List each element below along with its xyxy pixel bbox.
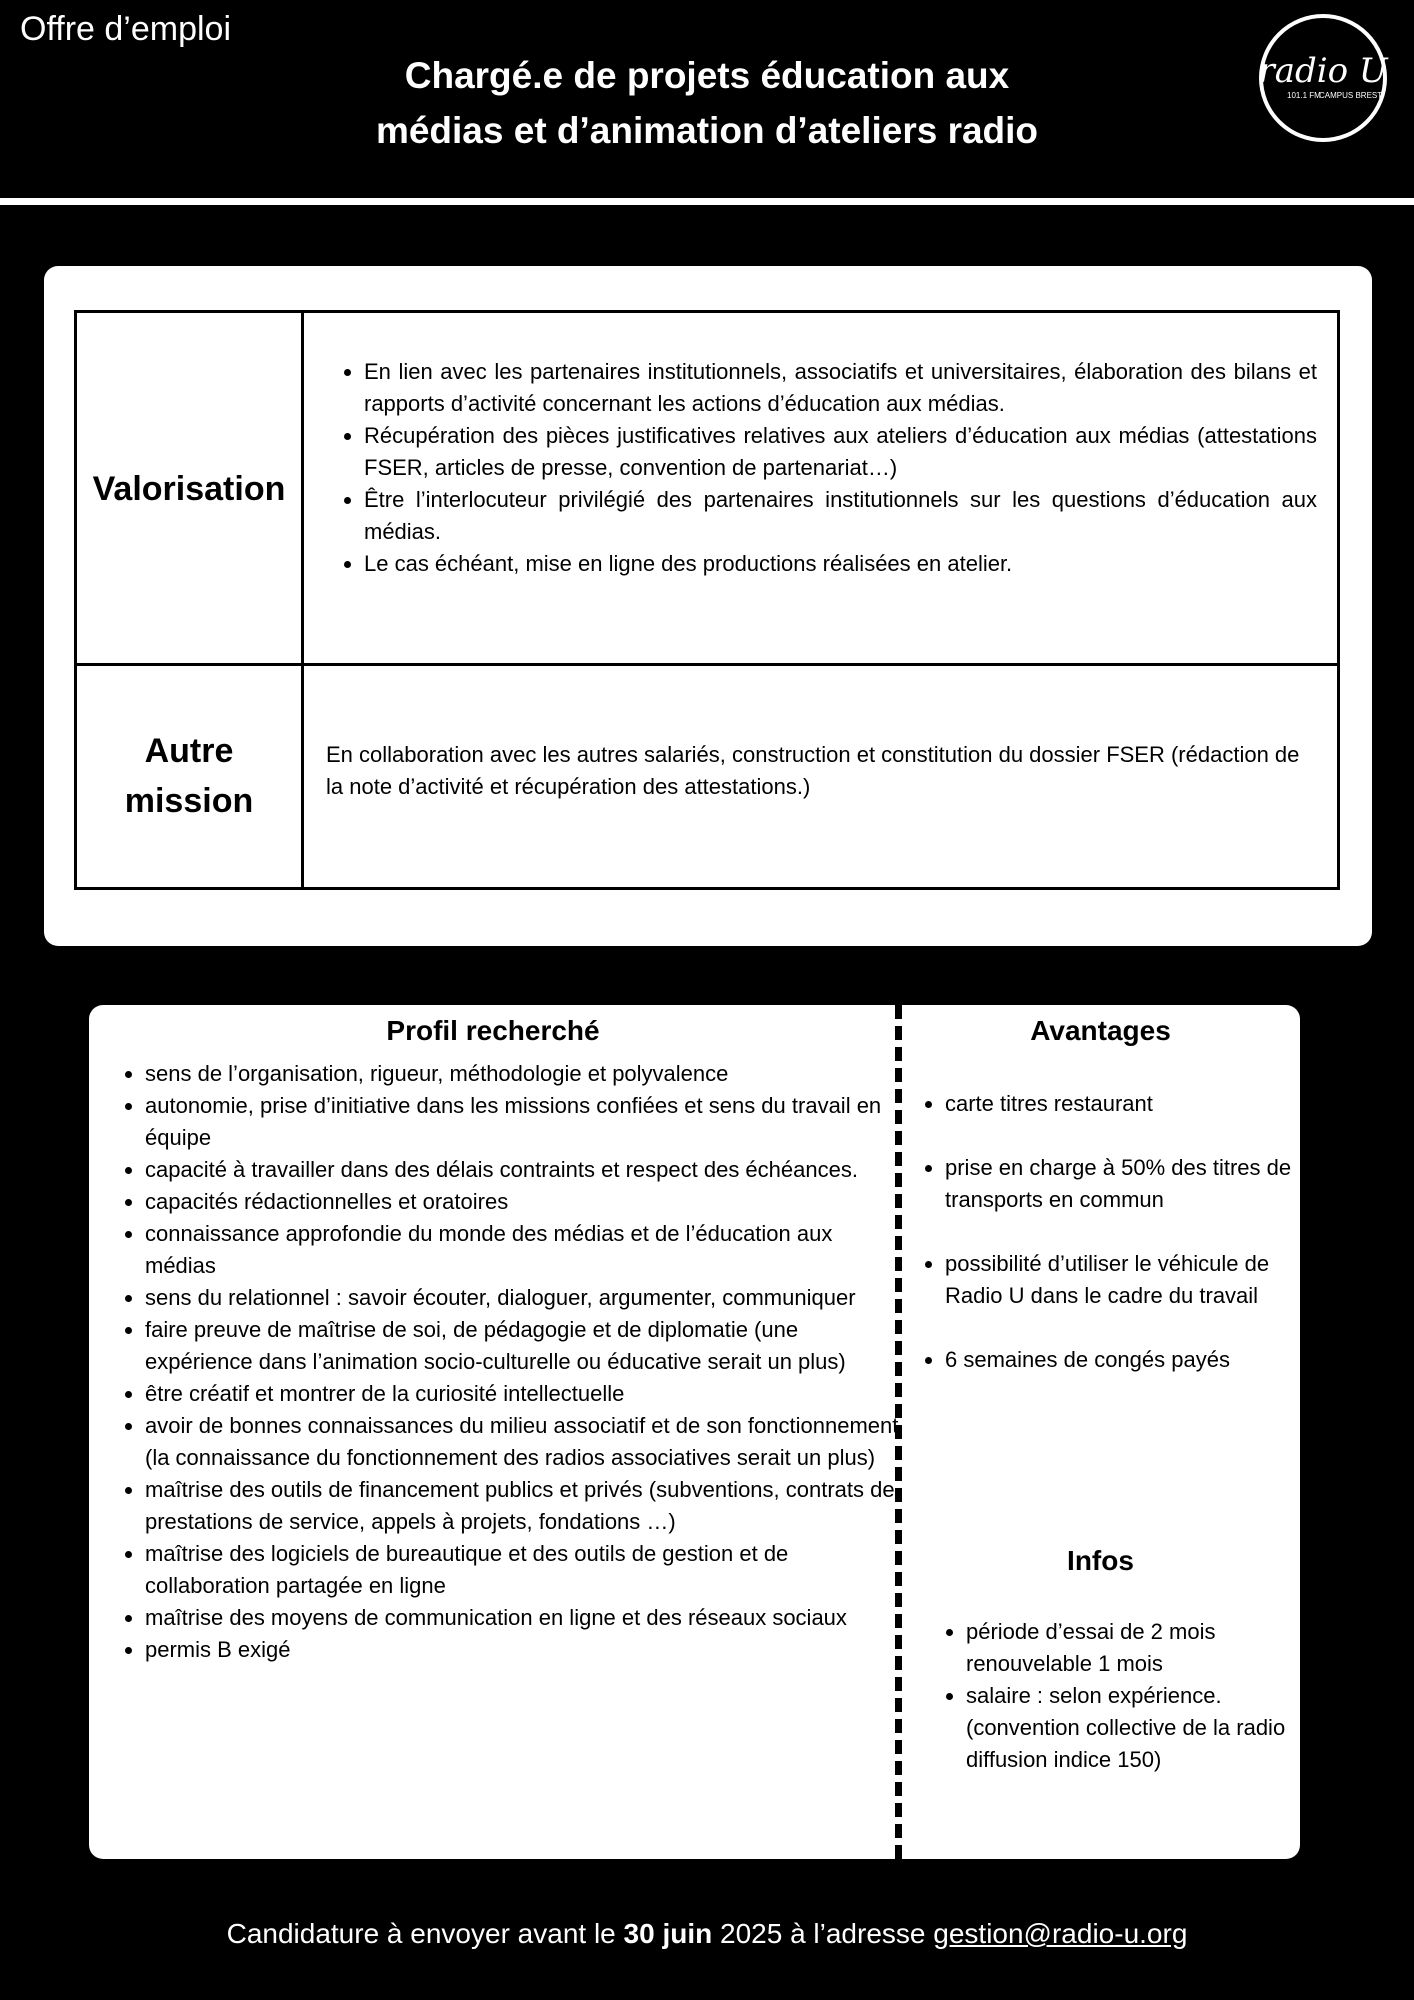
list-item: • connaissance approfondie du monde des médias et de l’éducation aux médias [145, 1218, 905, 1282]
job-title [300, 48, 1114, 158]
mission-cell-valorisation [304, 313, 1337, 664]
list-item: • maîtrise des moyens de communication en ligne et des réseaux sociaux [145, 1602, 905, 1634]
mission-heading-autre [77, 664, 304, 887]
list-item: • capacité à travailler dans des délais contraints et respect des échéances. [145, 1154, 905, 1186]
job-title-line1: Chargé.e de projets éducation aux [404, 55, 1010, 96]
list-item: • autonomie, prise d’initiative dans les missions confiées et sens du travail en équipe [145, 1090, 905, 1154]
svg-text:101.1 FM: 101.1 FM [1287, 91, 1321, 100]
list-item: • être créatif et montrer de la curiosité intellectuelle [145, 1378, 905, 1410]
profile-card [89, 1005, 1300, 1859]
svg-text:radio U: radio U [1258, 51, 1388, 91]
valorisation-list [324, 356, 1317, 580]
mission-heading-autre-line1: Autre [144, 731, 234, 770]
mission-heading-valorisation: Valorisation [77, 313, 304, 664]
list-item: • avoir de bonnes connaissances du milieu associatif et de son fonctionnement (la connaissance du fonctionnement des radios associatives serait un plus) [145, 1410, 905, 1474]
footer-text-middle: 2025 à l’adresse [712, 1918, 934, 1949]
list-item: • capacités rédactionnelles et oratoires [145, 1186, 905, 1218]
list-item: • 6 semaines de congés payés [945, 1344, 1315, 1376]
list-item: • permis B exigé [145, 1634, 905, 1666]
list-item: • possibilité d’utiliser le véhicule de Radio U dans le cadre du travail [945, 1248, 1315, 1312]
mission-cell-autre: En collaboration avec les autres salariés, construction et constitution du dossier FSER (rédaction de la note d’activité et récupération des attestations.) [326, 742, 1300, 799]
list-item: • Récupération des pièces justificatives relatives aux ateliers d’éducation aux médias (attestations FSER, articles de presse, convention de partenariat…) [364, 420, 1317, 484]
list-item: • Être l’interlocuteur privilégié des partenaires institutionnels sur les questions d’éducation aux médias. [364, 484, 1317, 548]
list-item: • En lien avec les partenaires institutionnels, associatifs et universitaires, élaboration des bilans et rapports d’activité concernant les actions d’éducation aux médias. [364, 356, 1317, 420]
job-title-line2: médias et d’animation d’ateliers radio [375, 110, 1039, 151]
avantages-title: Avantages [1030, 1015, 1171, 1046]
profil-title: Profil recherché [386, 1015, 600, 1046]
list-item: • carte titres restaurant [945, 1088, 1315, 1120]
footer-text-before: Candidature à envoyer avant le [226, 1918, 624, 1949]
list-item: • sens du relationnel : savoir écouter, dialoguer, argumenter, communiquer [145, 1282, 905, 1314]
svg-text:CAMPUS BREST: CAMPUS BREST [1319, 91, 1383, 100]
header-divider [0, 198, 1414, 205]
infos-list [940, 1616, 1306, 1776]
missions-card [44, 266, 1372, 946]
mission-heading-autre-line2: mission [124, 781, 254, 820]
avantages-list [919, 1088, 1315, 1408]
list-item: • période d’essai de 2 mois renouvelable 1 mois [966, 1616, 1306, 1680]
application-footer [0, 1918, 1414, 1950]
infos-title: Infos [1067, 1545, 1134, 1576]
email-link[interactable]: gestion@radio-u.org [933, 1918, 1188, 1949]
radio-u-logo [1257, 12, 1389, 144]
profil-list [119, 1058, 905, 1666]
missions-table [74, 310, 1340, 890]
list-item: • salaire : selon expérience. (convention collective de la radio diffusion indice 150) [966, 1680, 1306, 1776]
list-item: • maîtrise des outils de financement publics et privés (subventions, contrats de prestations de service, appels à projets, fondations …) [145, 1474, 905, 1538]
list-item: • sens de l’organisation, rigueur, méthodologie et polyvalence [145, 1058, 905, 1090]
list-item: • maîtrise des logiciels de bureautique et des outils de gestion et de collaboration partagée en ligne [145, 1538, 905, 1602]
list-item: • Le cas échéant, mise en ligne des productions réalisées en atelier. [364, 548, 1317, 580]
list-item: • faire preuve de maîtrise de soi, de pédagogie et de diplomatie (une expérience dans l’animation socio-culturelle ou éducative serait un plus) [145, 1314, 905, 1378]
list-item: • prise en charge à 50% des titres de transports en commun [945, 1152, 1315, 1216]
column-divider [895, 1005, 902, 1859]
deadline-date: 30 juin [623, 1918, 713, 1949]
document-type-label: Offre d’emploi [20, 10, 232, 48]
